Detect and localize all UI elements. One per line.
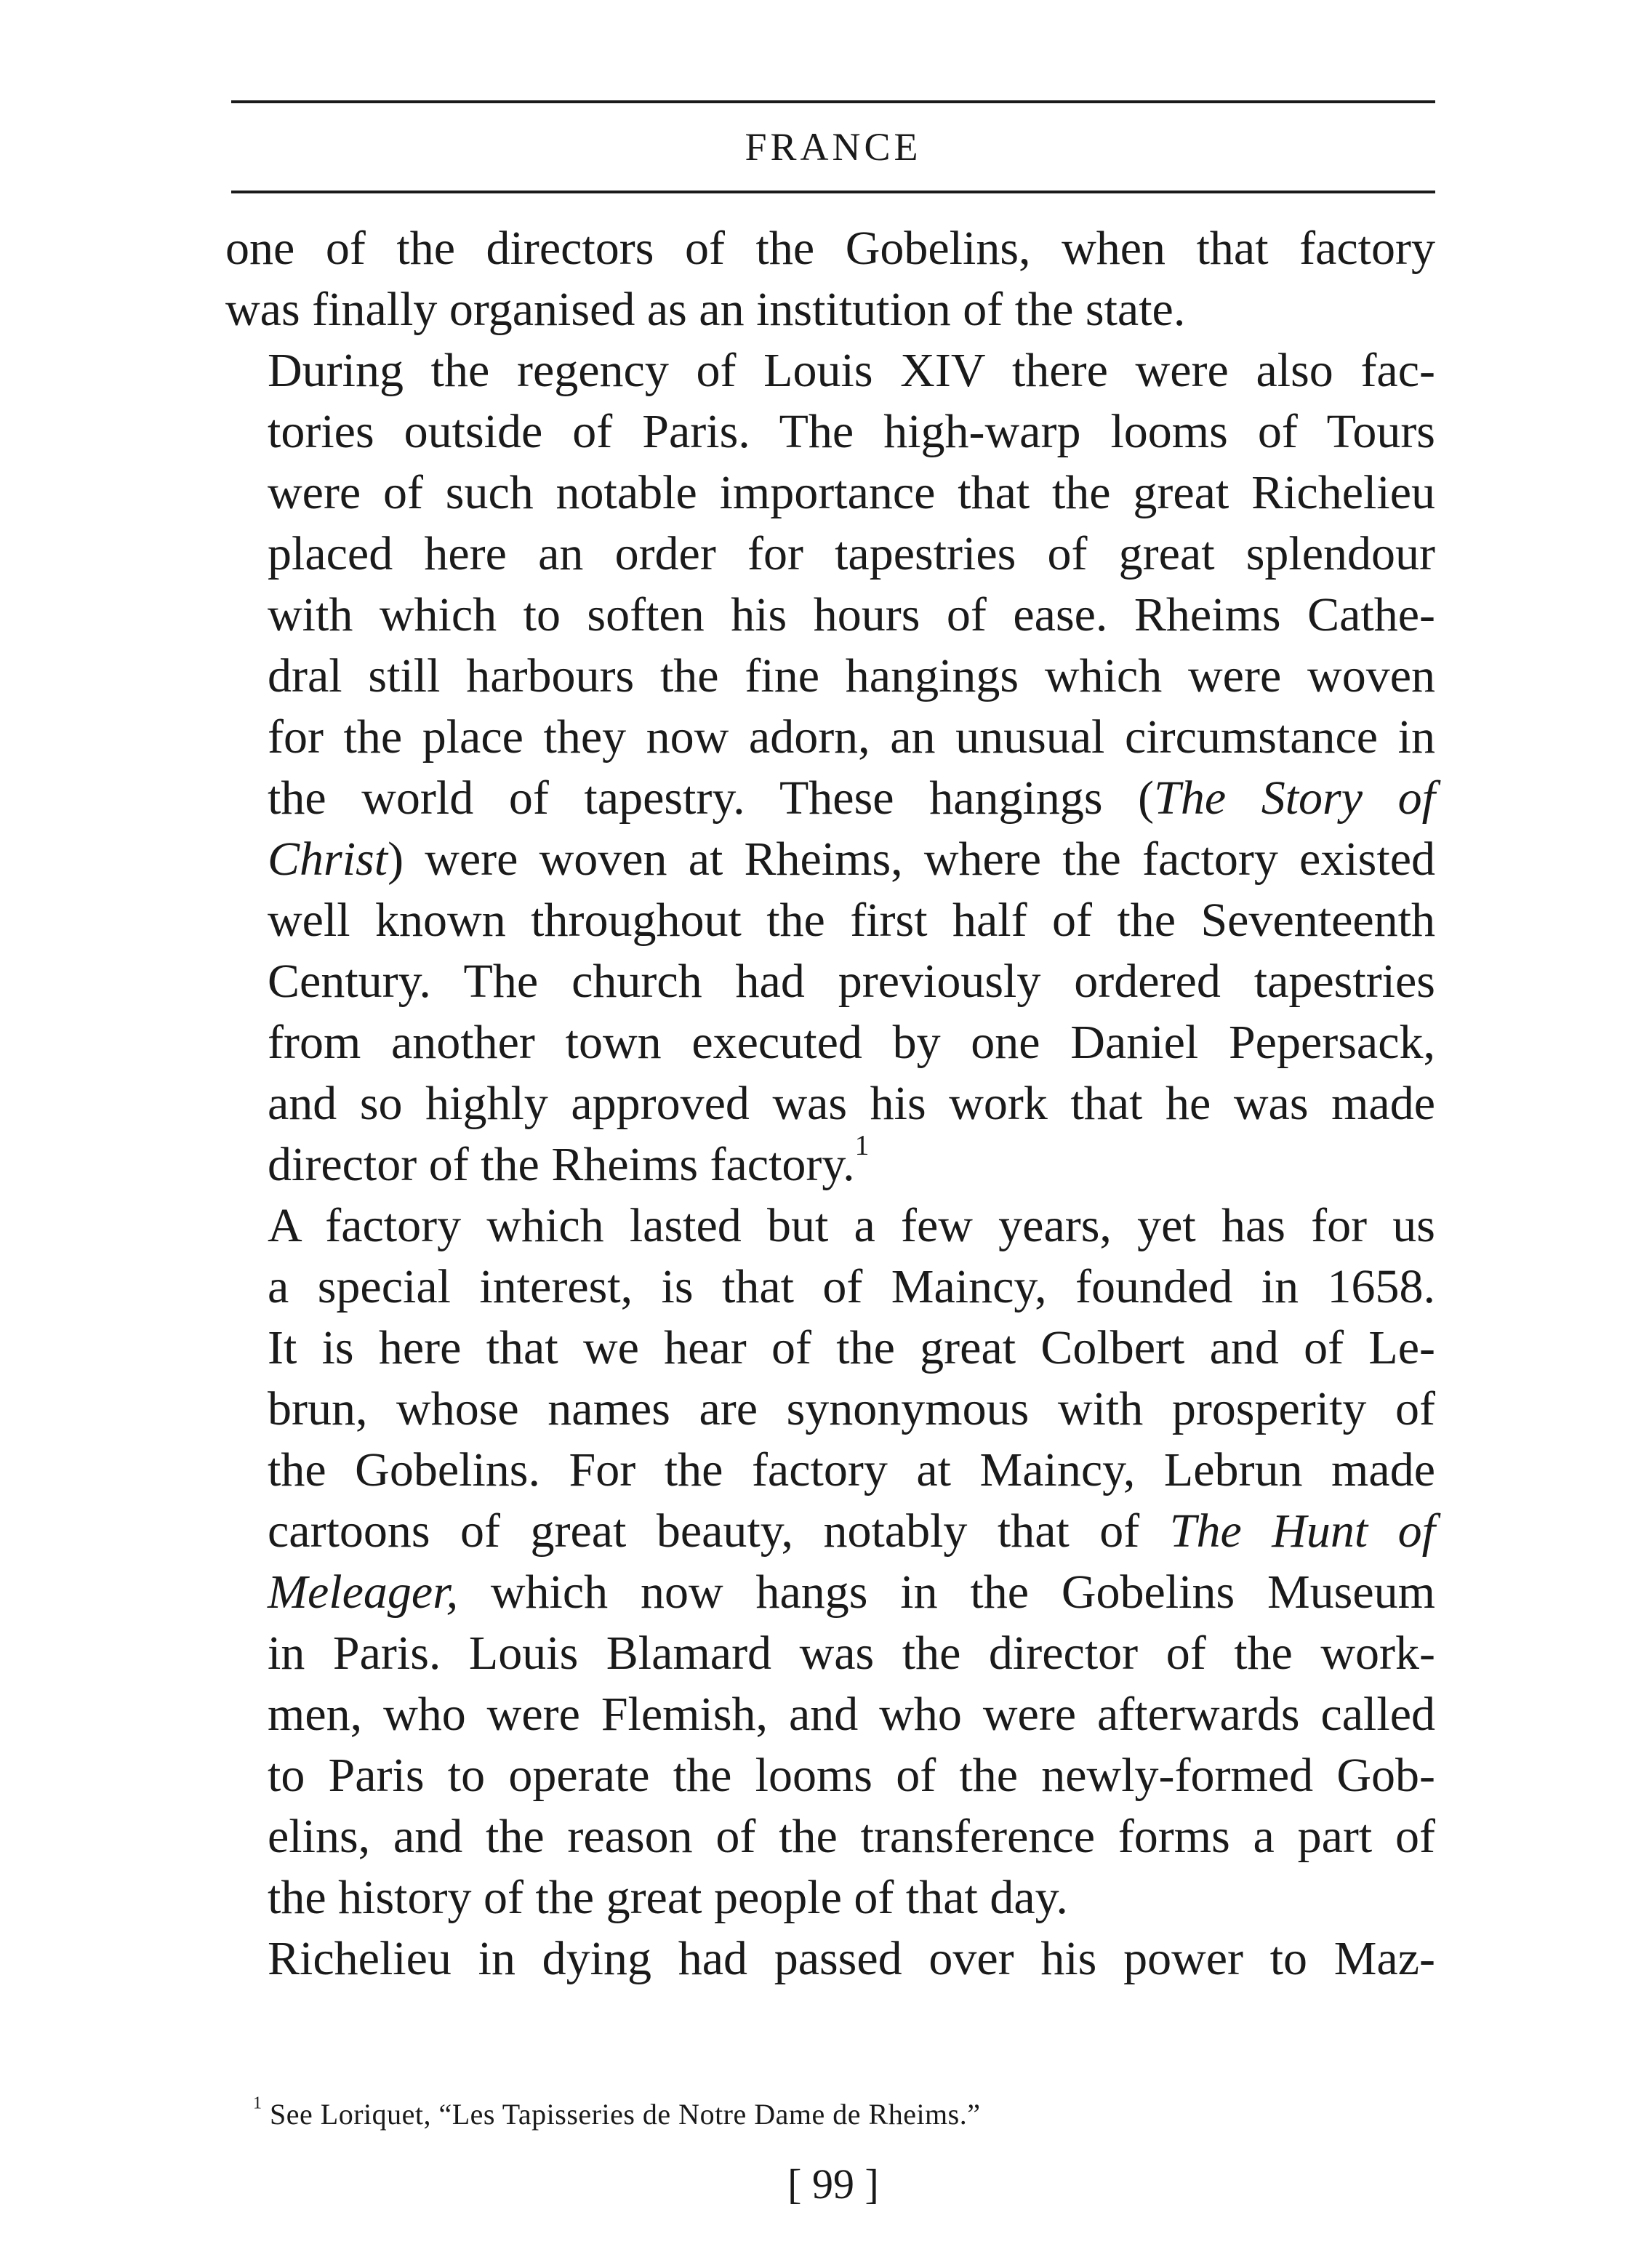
italic-title: The Story of bbox=[1154, 772, 1435, 825]
text-line: the history of the great people of that day. bbox=[268, 1871, 1068, 1924]
text-line: Century. The church had previously ordered tapestries bbox=[268, 955, 1435, 1008]
text-segment: the world of tapestry. These hangings ( bbox=[268, 772, 1155, 825]
text-line: brun, whose names are synonymous with prosperity of bbox=[268, 1382, 1435, 1435]
paragraph-1 bbox=[225, 218, 1435, 340]
text-line: Richelieu in dying had passed over his power to Maz- bbox=[268, 1932, 1435, 1985]
text-line: was finally organised as an institution of the state. bbox=[225, 283, 1186, 336]
text-line: well known throughout the first half of the Seventeenth bbox=[268, 894, 1435, 947]
body-text bbox=[225, 218, 1435, 1989]
text-line: for the place they now adorn, an unusual circumstance in bbox=[268, 710, 1435, 764]
text-line bbox=[225, 829, 1435, 890]
text-line: A factory which lasted but a few years, yet has for us bbox=[268, 1199, 1435, 1252]
text-segment: director of the Rheims factory. bbox=[268, 1138, 855, 1191]
text-line: During the regency of Louis XIV there were also fac- bbox=[268, 344, 1435, 397]
italic-title: Meleager, bbox=[268, 1566, 459, 1619]
text-line: one of the directors of the Gobelins, when that factory bbox=[225, 222, 1435, 275]
text-line: and so highly approved was his work that he was made bbox=[268, 1077, 1435, 1130]
italic-title: The Hunt of bbox=[1169, 1504, 1435, 1558]
text-line: to Paris to operate the looms of the newly-formed Gob- bbox=[268, 1749, 1435, 1802]
page-number: [ 99 ] bbox=[787, 2160, 879, 2208]
text-line: tories outside of Paris. The high-warp looms of Tours bbox=[268, 405, 1435, 458]
text-segment: cartoons of great beauty, notably that of bbox=[268, 1504, 1170, 1558]
text-line: men, who were Flemish, and who were afterwards called bbox=[268, 1688, 1435, 1741]
text-line: It is here that we hear of the great Colbert and of Le- bbox=[268, 1321, 1435, 1374]
text-line: dral still harbours the fine hangings which were woven bbox=[268, 649, 1435, 702]
text-line: in Paris. Louis Blamard was the director of the work- bbox=[268, 1627, 1435, 1680]
text-segment: ) were woven at Rheims, where the factory existed bbox=[388, 833, 1435, 886]
text-line bbox=[225, 1562, 1435, 1623]
footnote-text: See Loriquet, “Les Tapisseries de Notre Dame de Rheims.” bbox=[270, 2098, 981, 2131]
paragraph-3 bbox=[225, 1195, 1435, 1928]
text-line: with which to soften his hours of ease. Rheims Cathe- bbox=[268, 588, 1435, 641]
text-line: were of such notable importance that the great Richelieu bbox=[268, 466, 1435, 519]
text-line bbox=[225, 768, 1435, 829]
paragraph-2 bbox=[225, 340, 1435, 1195]
text-line: placed here an order for tapestries of great splendour bbox=[268, 527, 1435, 580]
footnote-reference: 1 bbox=[854, 1129, 870, 1161]
running-head: FRANCE bbox=[745, 125, 922, 169]
footnote-marker: 1 bbox=[253, 2093, 262, 2113]
text-line: elins, and the reason of the transference forms a part of bbox=[268, 1810, 1435, 1863]
text-line bbox=[225, 1129, 1435, 1195]
text-segment: which now hangs in the Gobelins Museum bbox=[458, 1566, 1435, 1619]
header-rule-bottom bbox=[231, 191, 1435, 193]
text-line bbox=[225, 1501, 1435, 1562]
text-line: from another town executed by one Daniel Pepersack, bbox=[268, 1016, 1435, 1069]
italic-title: Christ bbox=[268, 833, 388, 886]
text-line: the Gobelins. For the factory at Maincy, Lebrun made bbox=[268, 1443, 1435, 1496]
text-line: a special interest, is that of Maincy, founded in 1658. bbox=[268, 1260, 1435, 1313]
paragraph-4 bbox=[225, 1928, 1435, 1989]
header-rule-top bbox=[231, 100, 1435, 103]
footnote bbox=[253, 2094, 1431, 2135]
